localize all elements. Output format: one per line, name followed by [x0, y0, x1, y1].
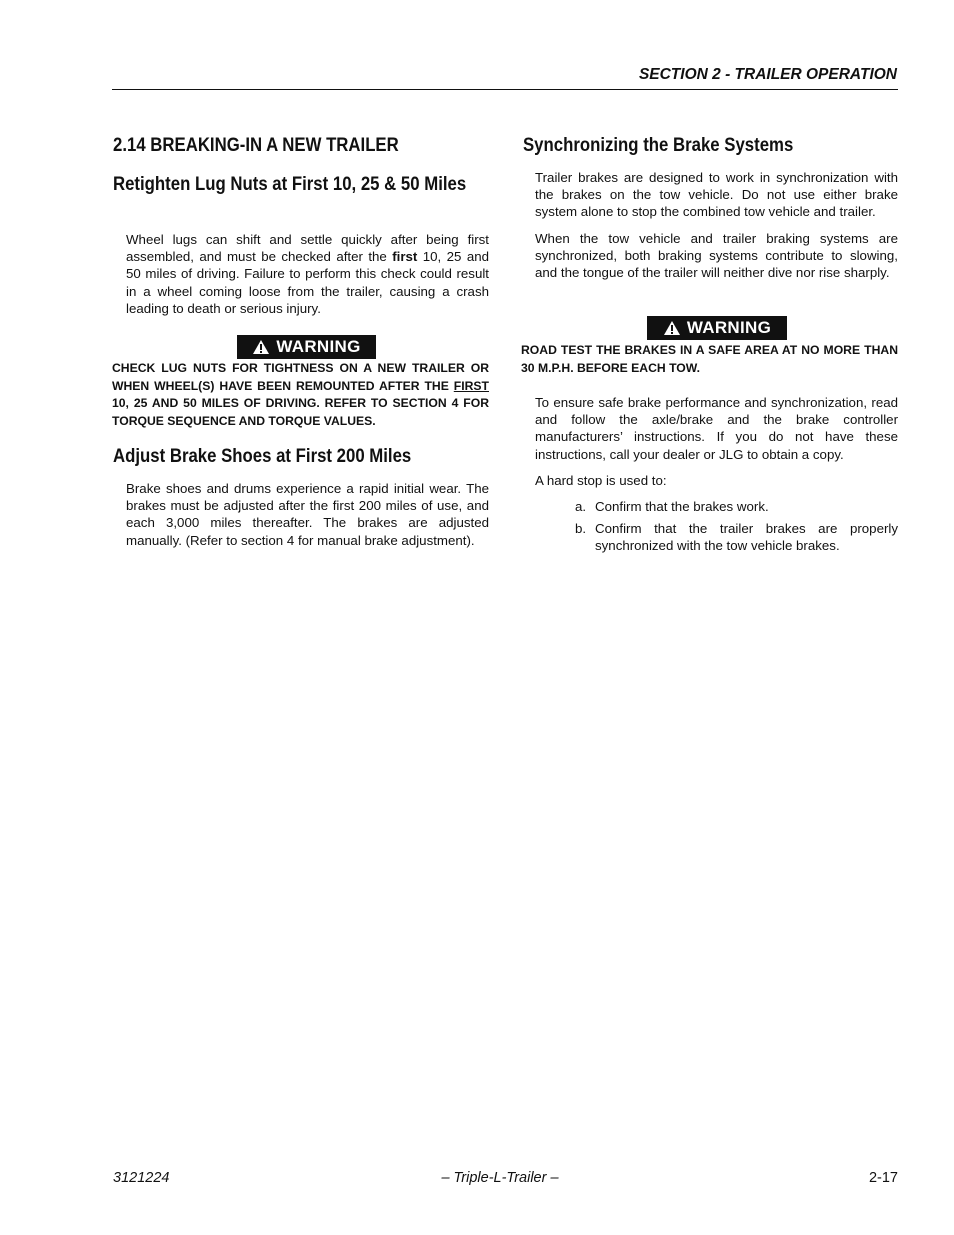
list-marker: b. — [575, 521, 587, 536]
footer-center-title: – Triple-L-Trailer – — [441, 1170, 559, 1186]
sync-paragraph-2: When the tow vehicle and trailer braking systems are synchronized, both braking systems contribute to slowing, and the tongue of the trailer will neither dive nor rise sharply. — [535, 231, 898, 281]
brake-shoes-paragraph: Brake shoes and drums experience a rapid initial wear. The brakes must be adjusted after the first 200 miles of use, and each 3,000 miles thereafter. The brakes are adjusted manually. (Refer to section 4 for manual brake adjustment). — [126, 481, 489, 548]
warning-text-underline: FIRST — [453, 378, 489, 393]
warning-text-2: 10, 25 AND 50 MILES OF DRIVING. REFER TO SECTION 4 FOR TORQUE SEQUENCE AND TORQUE VALUES. — [112, 396, 489, 428]
list-item-text: Confirm that the brakes work. — [595, 499, 769, 514]
lug-nuts-heading: Retighten Lug Nuts at First 10, 25 & 50 Miles — [113, 173, 467, 195]
hard-stop-intro: A hard stop is used to: — [535, 473, 667, 488]
list-marker: a. — [575, 499, 587, 514]
sync-paragraph-1: Trailer brakes are designed to work in synchronization with the brakes on the tow vehicle. Do not use either brake system alone to stop the combined tow vehicle and trailer. — [535, 170, 898, 220]
section-header-title: SECTION 2 - TRAILER OPERATION — [638, 66, 897, 83]
warning-label-text: WARNING — [686, 318, 772, 337]
warning-text-1: CHECK LUG NUTS FOR TIGHTNESS ON A NEW TRAILER OR WHEN WHEEL(S) HAVE BEEN REMOUNTED AFTER THE — [112, 361, 489, 393]
section-heading: 2.14 BREAKING-IN A NEW TRAILER — [113, 134, 399, 156]
list-item — [575, 498, 898, 516]
warning-triangle-icon — [252, 339, 270, 355]
lug-para-text-2: 10, 25 and 50 miles of driving. Failure to perform this check could result in a wheel coming loose from the trailer, causing a crash leading to death or serious injury. — [126, 249, 490, 316]
sync-paragraph-3: To ensure safe brake performance and synchronization, read and follow the axle/brake and the brake controller manufacturers’ instructions. If you do not have these instructions, call your dealer or JLG to obtain a copy. — [535, 395, 898, 462]
footer-doc-number: 3121224 — [113, 1170, 170, 1186]
warning-label-left — [237, 335, 376, 359]
road-test-warning-text: ROAD TEST THE BRAKES IN A SAFE AREA AT NO MORE THAN 30 M.P.H. BEFORE EACH TOW. — [521, 343, 898, 375]
list-item — [575, 520, 898, 556]
footer-page-number: 2-17 — [868, 1170, 898, 1186]
warning-label-right — [647, 316, 787, 340]
sync-heading: Synchronizing the Brake Systems — [523, 134, 794, 156]
lug-nuts-paragraph — [126, 231, 489, 317]
lug-para-bold: first — [392, 249, 418, 265]
warning-triangle-icon — [663, 320, 681, 336]
header-rule — [112, 89, 898, 90]
brake-shoes-heading: Adjust Brake Shoes at First 200 Miles — [113, 445, 412, 467]
lug-para-text-1: Wheel lugs can shift and settle quickly after being first assembled, and must be checked after the — [126, 232, 489, 265]
warning-label-text: WARNING — [276, 337, 361, 356]
list-item-text: Confirm that the trailer brakes are properly synchronized with the tow vehicle brakes. — [595, 521, 898, 554]
lug-nuts-warning-text — [112, 360, 489, 430]
